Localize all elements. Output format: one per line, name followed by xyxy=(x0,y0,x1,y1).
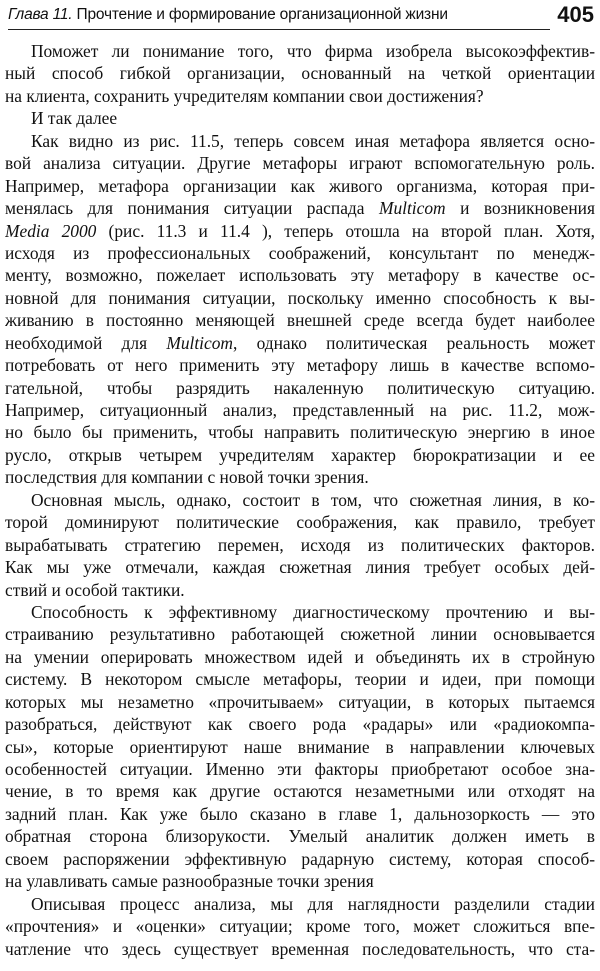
text-line: новной для понимания ситуации, поскольку именно способность к вы- xyxy=(5,287,595,308)
running-head-text xyxy=(8,6,448,24)
text-line: гательной, чтобы разрядить накаленную политическую ситуацию. xyxy=(5,377,595,398)
text-line: исходя из профессиональных соображений, консультант по менедж- xyxy=(5,242,595,263)
text-line: Например, метафора организации как живого организма, которая при- xyxy=(5,175,595,196)
text-line: чение, в то время как другие остаются незаметными или отходят на xyxy=(5,781,595,802)
text-line: живанию в постоянно меняющей внешней среде всегда будет наиболее xyxy=(5,310,595,331)
text-line: вырабатывать стратегию перемен, исходя из политических факторов. xyxy=(5,534,595,555)
text-line: на клиента, сохранить учредителям компании свои достижения? xyxy=(5,85,484,106)
text-line: менялась для понимания ситуации распада Multicom и возникновения xyxy=(5,198,595,219)
text-line: Как видно из рис. 11.5, теперь совсем иная метафора является осно- xyxy=(31,130,595,151)
text-line: торой доминируют политические соображения, как правило, требует xyxy=(5,512,595,533)
text-line: русло, открыв четырем учредителям характер бюрократизации и ее xyxy=(5,444,595,465)
text-line: сы», которые ориентируют наше внимание в направлении ключевых xyxy=(5,736,595,757)
body-text xyxy=(5,40,595,960)
text-line: последствия для компании с новой точки зрения. xyxy=(5,467,369,488)
running-head xyxy=(4,2,596,32)
text-line: чатление что здесь существует временная последовательность, что ста- xyxy=(5,938,595,959)
text-line: Media 2000 (рис. 11.3 и 11.4 ), теперь отошла на второй план. Хотя, xyxy=(5,220,595,241)
text-line: страиванию результативно работающей сюжетной линии основывается xyxy=(5,624,595,645)
text-line: Например, ситуационный анализ, представленный на рис. 11.2, мож- xyxy=(5,400,595,420)
text-line: Поможет ли понимание того, что фирма изобрела высокоэффектив- xyxy=(31,41,595,61)
chapter-title: Прочтение и формирование организационной жизни xyxy=(76,6,448,23)
text-line: необходимой для Multicom, однако политическая реальность может xyxy=(5,332,595,353)
text-line: разобраться, действуют как своего рода «радары» или «радиокомпа- xyxy=(5,714,595,735)
text-line: ный способ гибкой организации, основанный на четкой ориентации xyxy=(5,63,595,84)
text-line: «прочтения» и «оценки» ситуации; кроме того, может сложиться впе- xyxy=(5,916,595,937)
text-line: менту, возможно, пожелает использовать эту метафору в качестве ос- xyxy=(5,265,595,286)
text-line: которых мы незаметно «прочитываем» ситуации, в которых пытаемся xyxy=(5,691,595,712)
text-line: на умении оперировать множеством идей и объединять их в стройную xyxy=(5,646,595,667)
text-line: вой анализа ситуации. Другие метафоры играют вспомогательную роль. xyxy=(5,153,595,174)
text-line: особенностей ситуации. Именно эти факторы приобретают особое зна- xyxy=(5,759,595,779)
text-line: И так далее xyxy=(31,108,118,129)
text-line: потребовать от него применить эту метафору лишь в качестве вспомо- xyxy=(5,355,595,376)
chapter-label: Глава 11. xyxy=(8,6,73,23)
text-line: на улавливать самые разнообразные точки зрения xyxy=(5,871,374,892)
text-line: задний план. Как уже было сказано в главе 1, дальнозоркость — это xyxy=(5,803,595,824)
text-line: ствий и особой тактики. xyxy=(5,579,185,600)
text-line: своем распоряжении эффективную радарную систему, которая способ- xyxy=(5,848,595,869)
text-line: Способность к эффективному диагностическому прочтению и вы- xyxy=(31,601,595,622)
page-number: 405 xyxy=(557,2,594,27)
text-line: систему. В некотором смысле метафоры, теории и идеи, при помощи xyxy=(5,669,595,690)
text-line: обратная сторона близорукости. Умелый аналитик должен иметь в xyxy=(5,826,595,847)
text-line: Как мы уже отмечали, каждая сюжетная линия требует особых дей- xyxy=(5,557,595,578)
text-line: но было бы применить, чтобы направить политическую энергию в иное xyxy=(5,422,595,443)
text-line: Основная мысль, однако, состоит в том, что сюжетная линия, в ко- xyxy=(31,489,595,510)
text-line: Описывая процесс анализа, мы для наглядности разделили стадии xyxy=(31,893,595,914)
header-rule xyxy=(8,29,550,30)
